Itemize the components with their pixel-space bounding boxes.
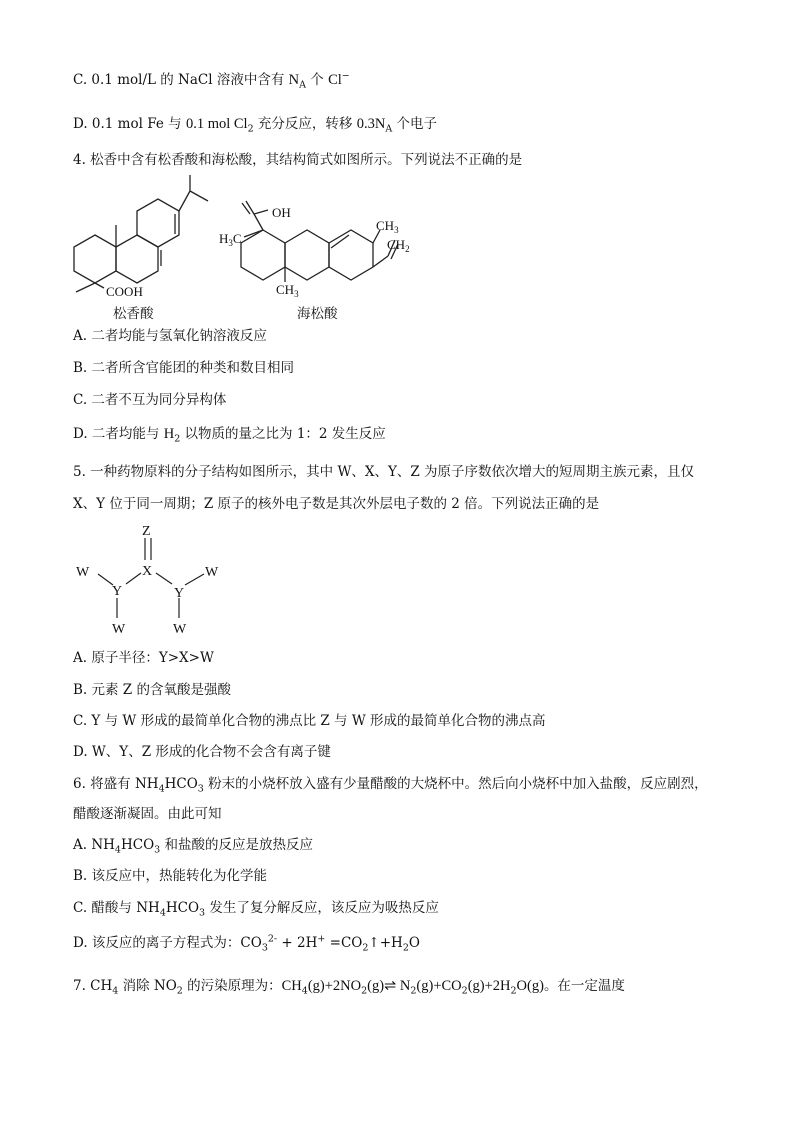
q7-stem: 7. $CH_4$ 消除 $NO_2$ 的污染原理为：$CH_4(g)+2NO_2(g)\rightleftharpoons$ $N_2(g)+CO_2(g)+2H_2O(g)$。在一定温度 — [73, 978, 625, 997]
atom-w-2: W — [205, 565, 219, 580]
q4-option-b[interactable]: B. 二者所含官能团的种类和数目相同 — [73, 360, 295, 376]
ch3-label-right: $CH_3$ — [376, 218, 399, 235]
q6-option-b[interactable]: B. 该反应中，热能转化为化学能 — [73, 868, 268, 884]
atom-w-3: W — [112, 622, 126, 637]
q4-stem: 4. 松香中含有松香酸和海松酸，其结构简式如图所示。下列说法不正确的是 — [73, 152, 523, 168]
q3-option-c[interactable]: C. 0.1 mol/L 的 NaCl 溶液中含有 $N_A$ 个 Cl− — [73, 70, 350, 91]
atom-y-left: Y — [112, 584, 123, 599]
q5-option-c[interactable]: C. Y 与 W 形成的最简单化合物的沸点比 Z 与 W 形成的最简单化合物的沸点高 — [73, 713, 546, 729]
q5-option-b[interactable]: B. 元素 Z 的含氧酸是强酸 — [73, 682, 231, 698]
ch3-label-bottom: $CH_3$ — [276, 282, 299, 299]
q5-option-a[interactable]: A. 原子半径：Y>X>W — [73, 650, 214, 666]
cooh-label: COOH — [106, 284, 143, 299]
ch2-label: $CH_2$ — [387, 237, 410, 254]
q5-option-d[interactable]: D. W、Y、Z 形成的化合物不会含有离子键 — [73, 744, 331, 760]
q4-option-a[interactable]: A. 二者均能与氢氧化钠溶液反应 — [73, 328, 267, 344]
q5-stem-line1: 5. 一种药物原料的分子结构如图所示，其中 W、X、Y、Z 为原子序数依次增大的短周期主族元素，且仅 — [73, 464, 695, 480]
q6-stem-line2: 醋酸逐渐凝固。由此可知 — [73, 806, 222, 822]
atom-w-1: W — [76, 565, 90, 580]
q6-option-c[interactable]: C. 醋酸与 $NH_4HCO_3$ 发生了复分解反应，该反应为吸热反应 — [73, 900, 439, 919]
q5-stem-line2: X、Y 位于同一周期；Z 原子的核外电子数是其次外层电子数的 2 倍。下列说法正确的是 — [73, 496, 600, 512]
caption-pimaric-acid: 海松酸 — [297, 306, 338, 322]
atom-w-4: W — [173, 622, 187, 637]
oh-label: OH — [272, 205, 291, 220]
h3c-label: $H_3C$ — [219, 231, 242, 248]
q6-option-d[interactable]: D. 该反应的离子方程式为：$CO_3^{2-} + 2H^+$ $=CO_2↑+H_2O$ — [73, 933, 420, 954]
q5-structure — [60, 518, 260, 643]
caption-abietic-acid: 松香酸 — [113, 306, 154, 322]
atom-y-right: Y — [174, 586, 185, 601]
q4-structures — [0, 170, 440, 310]
q4-option-d[interactable]: D. 二者均能与 $H_2$ 以物质的量之比为 1：2 发生反应 — [73, 426, 386, 445]
atom-x: X — [142, 564, 153, 579]
equilibrium-arrow: ⇌ — [384, 978, 397, 994]
atom-z: Z — [142, 524, 151, 539]
q6-option-a[interactable]: A. $NH_4HCO_3$ 和盐酸的反应是放热反应 — [73, 837, 313, 856]
q6-stem-line1: 6. 将盛有 $NH_4HCO_3$ 粉末的小烧杯放入盛有少量醋酸的大烧杯中。然后向小烧杯中加入盐酸，反应剧烈， — [73, 776, 708, 795]
q3-option-d[interactable]: D. 0.1 mol Fe 与 0.1 mol $Cl_2$ 充分反应，转移 $0.3N_A$ 个电子 — [73, 116, 437, 135]
q4-option-c[interactable]: C. 二者不互为同分异构体 — [73, 392, 227, 408]
